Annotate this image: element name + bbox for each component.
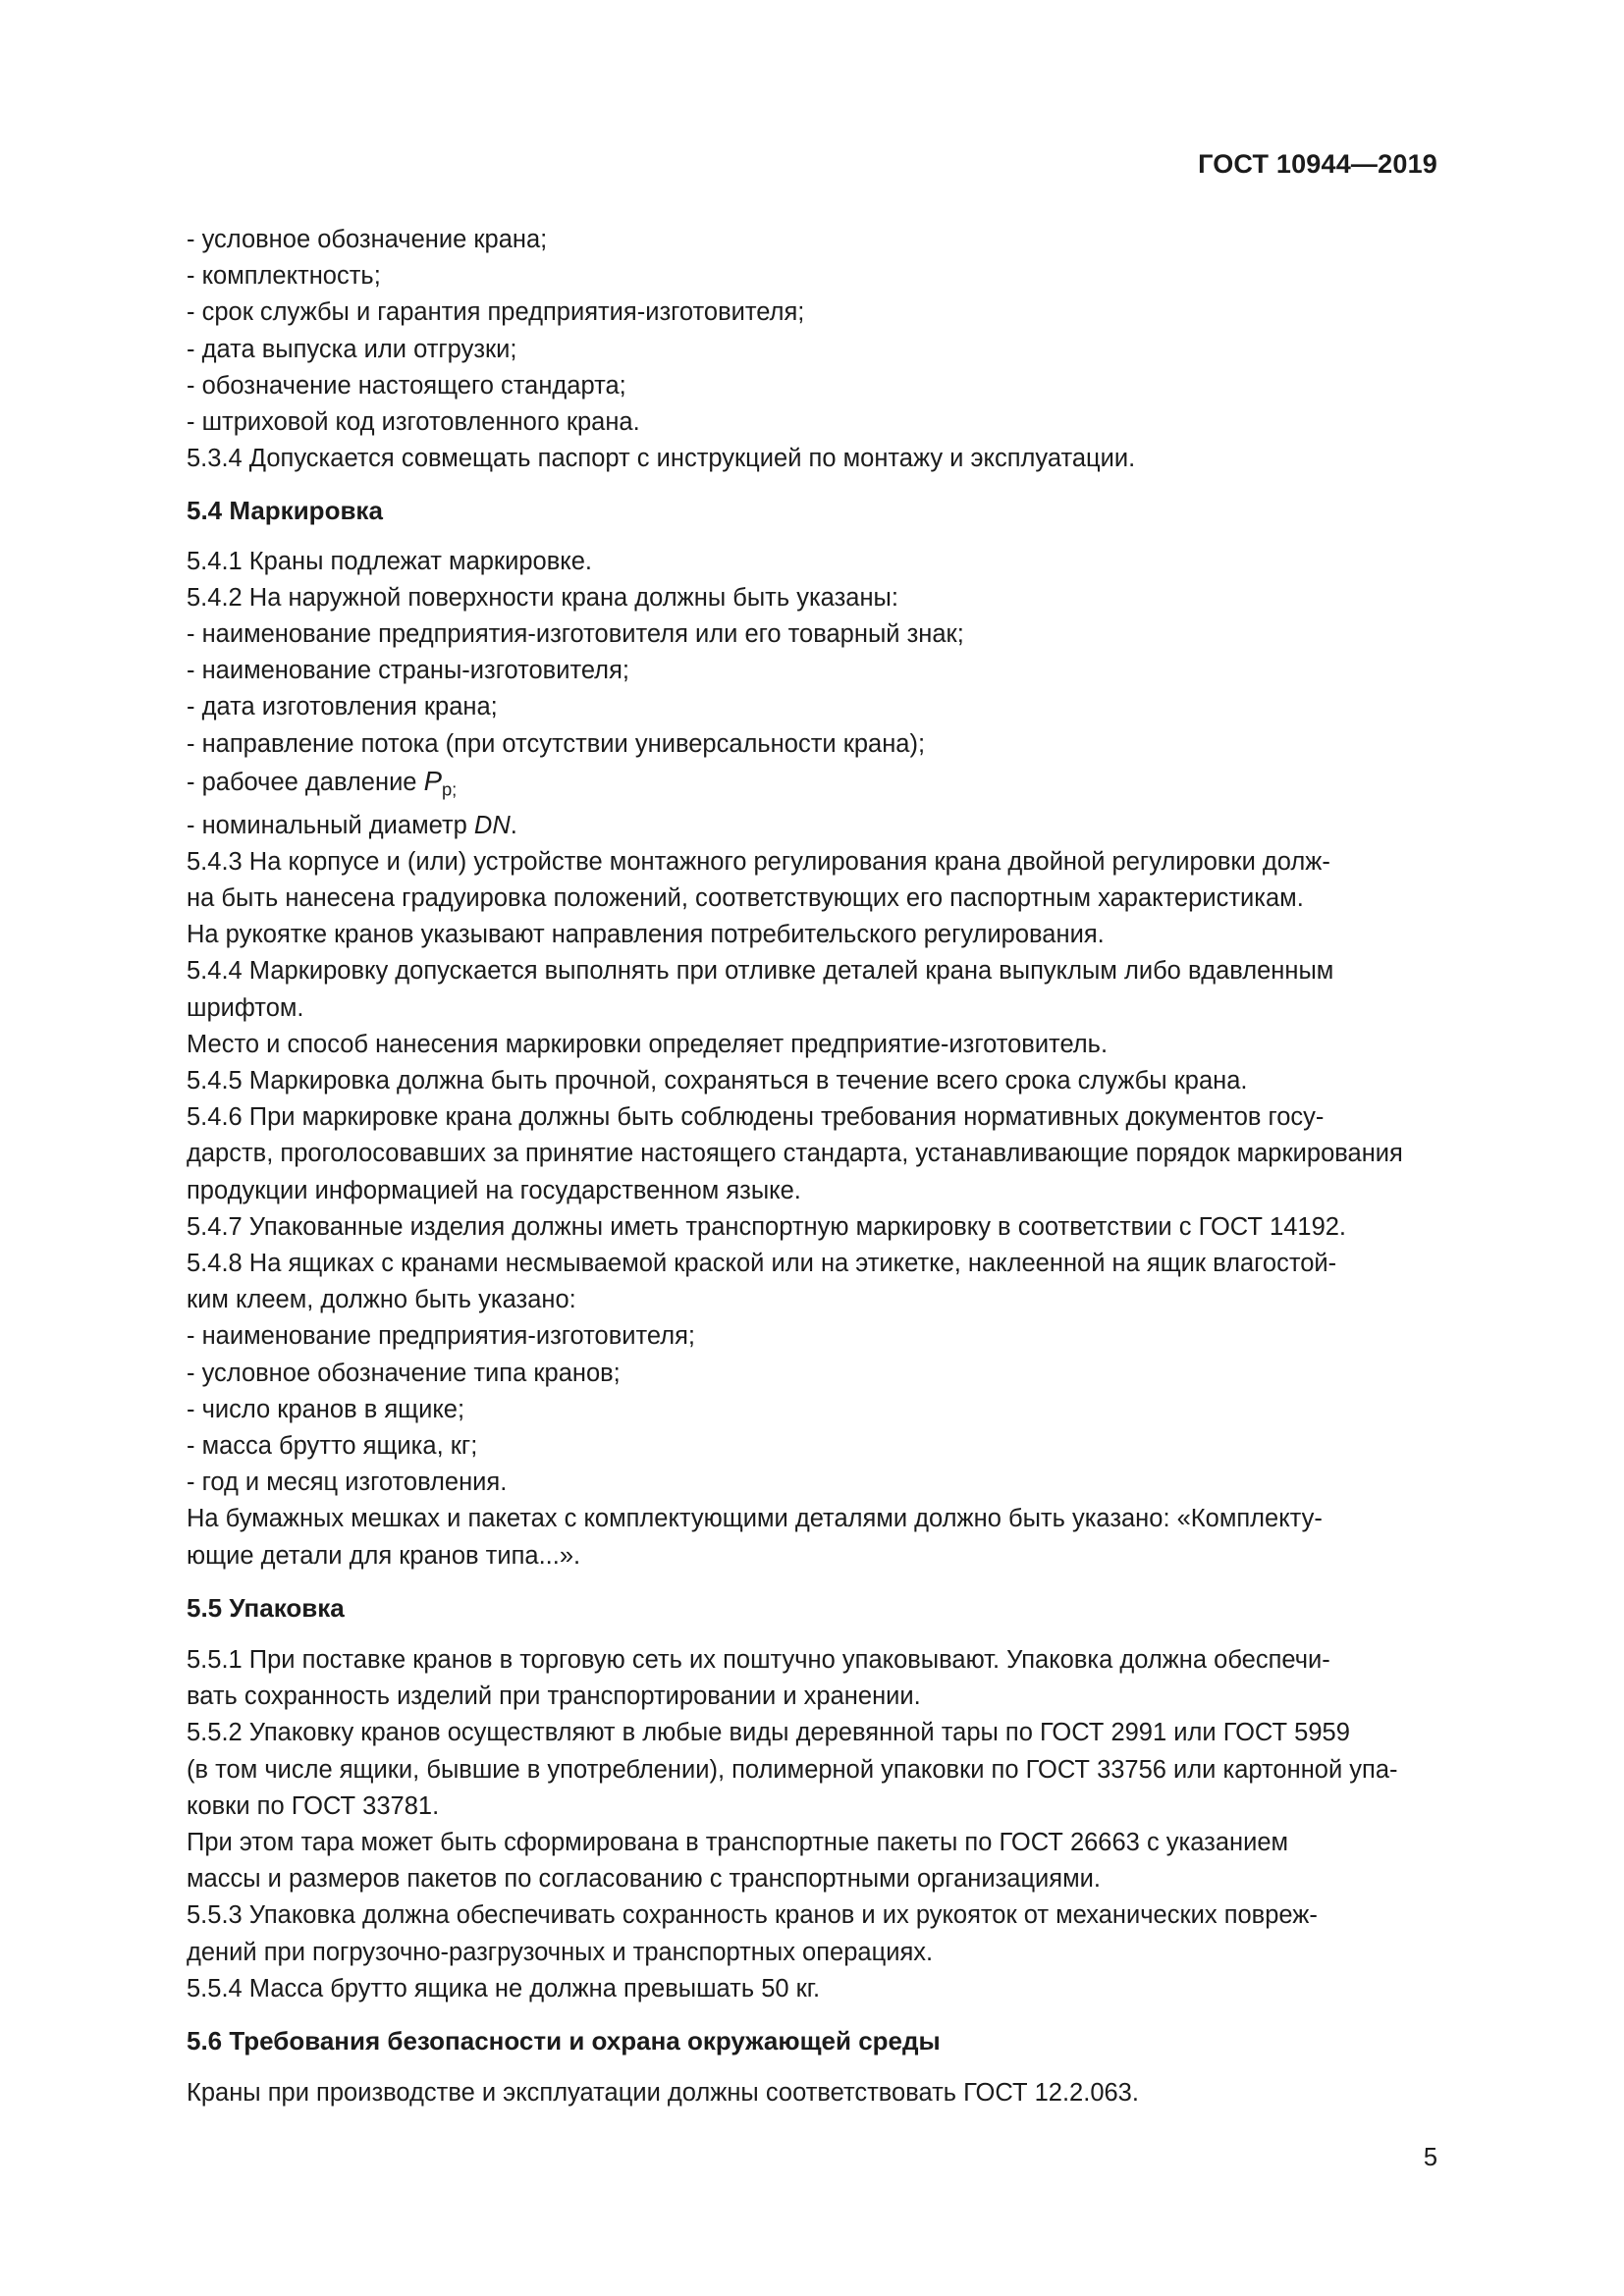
paragraph-5-5-2-line: (в том числе ящики, бывшие в употреблении), полимерной упаковки по ГОСТ 33756 или картонной упа- [187,1755,1398,1784]
paragraph-5-4-6-line: 5.4.6 При маркировке крана должны быть соблюдены требования нормативных документов госу- [187,1103,1325,1132]
paragraph-5-4-9-line: На бумажных мешках и пакетах с комплектующими деталями должно быть указано: «Комплекту- [187,1505,1323,1533]
list-item: - срок службы и гарантия предприятия-изготовителя; [187,298,805,327]
paragraph-5-5-2-line: 5.5.2 Упаковку кранов осуществляют в любые виды деревянной тары по ГОСТ 2991 или ГОСТ 5959 [187,1719,1350,1747]
list-item: - комплектность; [187,262,381,291]
list-item: - год и месяц изготовления. [187,1468,508,1497]
paragraph-5-5-3-line: 5.5.3 Упаковка должна обеспечивать сохранность кранов и их рукояток от механических повреж- [187,1901,1318,1930]
list-item: - наименование предприятия-изготовителя или его товарный знак; [187,620,964,649]
list-item: - дата изготовления крана; [187,693,498,721]
list-item: - штриховой код изготовленного крана. [187,408,640,437]
pressure-symbol: P [423,765,442,796]
list-item: - наименование предприятия-изготовителя; [187,1322,696,1351]
list-item [187,763,1437,808]
paragraph-5-5-1-line: 5.5.1 При поставке кранов в торговую сеть их поштучно упаковывают. Упаковка должна обеспечи- [187,1646,1330,1675]
paragraph-5-4-6-line: продукции информацией на государственном языке. [187,1176,801,1204]
section-heading-5-6: 5.6 Требования безопасности и охрана окружающей среды [187,2026,941,2056]
list-item-text: - рабочее давление [187,768,424,796]
list-item: - дата выпуска или отгрузки; [187,335,517,363]
paragraph-5-4-8-line: ким клеем, должно быть указано: [187,1286,576,1314]
list-item: - условное обозначение типа кранов; [187,1359,621,1387]
paragraph-5-5-4: 5.5.4 Масса брутто ящика не должна превышать 50 кг. [187,1974,821,2002]
paragraph-5-5-2-line: массы и размеров пакетов по согласованию с транспортными организациями. [187,1865,1101,1894]
document-code: ГОСТ 10944—2019 [1198,149,1437,179]
list-item: - направление потока (при отсутствии универсальности крана); [187,729,926,758]
paragraph-5-5-1-line: вать сохранность изделий при транспортировании и хранении. [187,1682,921,1711]
nominal-diameter-symbol: DN [473,811,511,839]
paragraph-5-4-9-line: ющие детали для кранов типа...». [187,1541,581,1570]
paragraph-5-5-2-line: При этом тара может быть сформирована в транспортные пакеты по ГОСТ 26663 с указанием [187,1829,1289,1857]
paragraph-5-4-1: 5.4.1 Краны подлежат маркировке. [187,547,592,575]
list-item: - обозначение настоящего стандарта; [187,371,626,400]
paragraph-5-4-3-line: На рукоятке кранов указывают направления потребительского регулирования. [187,921,1105,949]
list-item: - число кранов в ящике; [187,1395,465,1423]
paragraph-5-4-3-line: на быть нанесена градуировка положений, соответствующих его паспортным характеристикам. [187,883,1304,912]
list-item: - наименование страны-изготовителя; [187,657,629,685]
paragraph-5-4-4-line: 5.4.4 Маркировку допускается выполнять при отливке деталей крана выпуклым либо вдавленным [187,957,1334,986]
document-body [187,222,1437,2111]
pressure-subscript: р; [441,778,458,800]
paragraph-5-6: Краны при производстве и эксплуатации должны соответствовать ГОСТ 12.2.063. [187,2079,1139,2108]
paragraph-5-4-4-line: шрифтом. [187,993,304,1022]
section-heading-5-4: 5.4 Маркировка [187,496,383,526]
paragraph-5-4-2: 5.4.2 На наружной поверхности крана должны быть указаны: [187,583,898,612]
section-heading-5-5: 5.5 Упаковка [187,1592,345,1623]
list-item-text: - номинальный диаметр [187,811,474,839]
list-item: - условное обозначение крана; [187,226,548,253]
list-item: - масса брутто ящика, кг; [187,1432,478,1460]
list-item [187,808,1437,844]
page-number: 5 [1423,2144,1437,2171]
paragraph-5-4-6-line: дарств, проголосовавших за принятие настоящего стандарта, устанавливающие порядок маркирования [187,1140,1403,1168]
paragraph-5-5-2-line: ковки по ГОСТ 33781. [187,1791,440,1820]
paragraph-5-4-7: 5.4.7 Упакованные изделия должны иметь транспортную маркировку в соответствии с ГОСТ 14192. [187,1212,1347,1241]
paragraph-5-4-3-line: 5.4.3 На корпусе и (или) устройстве монтажного регулирования крана двойной регулировки долж- [187,847,1330,876]
paragraph-5-4-8-line: 5.4.8 На ящиках с кранами несмываемой краской или на этикетке, наклеенной на ящик влагостой- [187,1249,1337,1277]
paragraph-5-5-3-line: дений при погрузочно-разгрузочных и транспортных операциях. [187,1938,934,1966]
list-item-end: . [510,811,517,839]
paragraph-5-3-4: 5.3.4 Допускается совмещать паспорт с инструкцией по монтажу и эксплуатации. [187,445,1136,473]
paragraph-5-4-5: 5.4.5 Маркировка должна быть прочной, сохраняться в течение всего срока службы крана. [187,1066,1248,1095]
paragraph-5-4-4-line: Место и способ нанесения маркировки определяет предприятие-изготовитель. [187,1030,1109,1058]
